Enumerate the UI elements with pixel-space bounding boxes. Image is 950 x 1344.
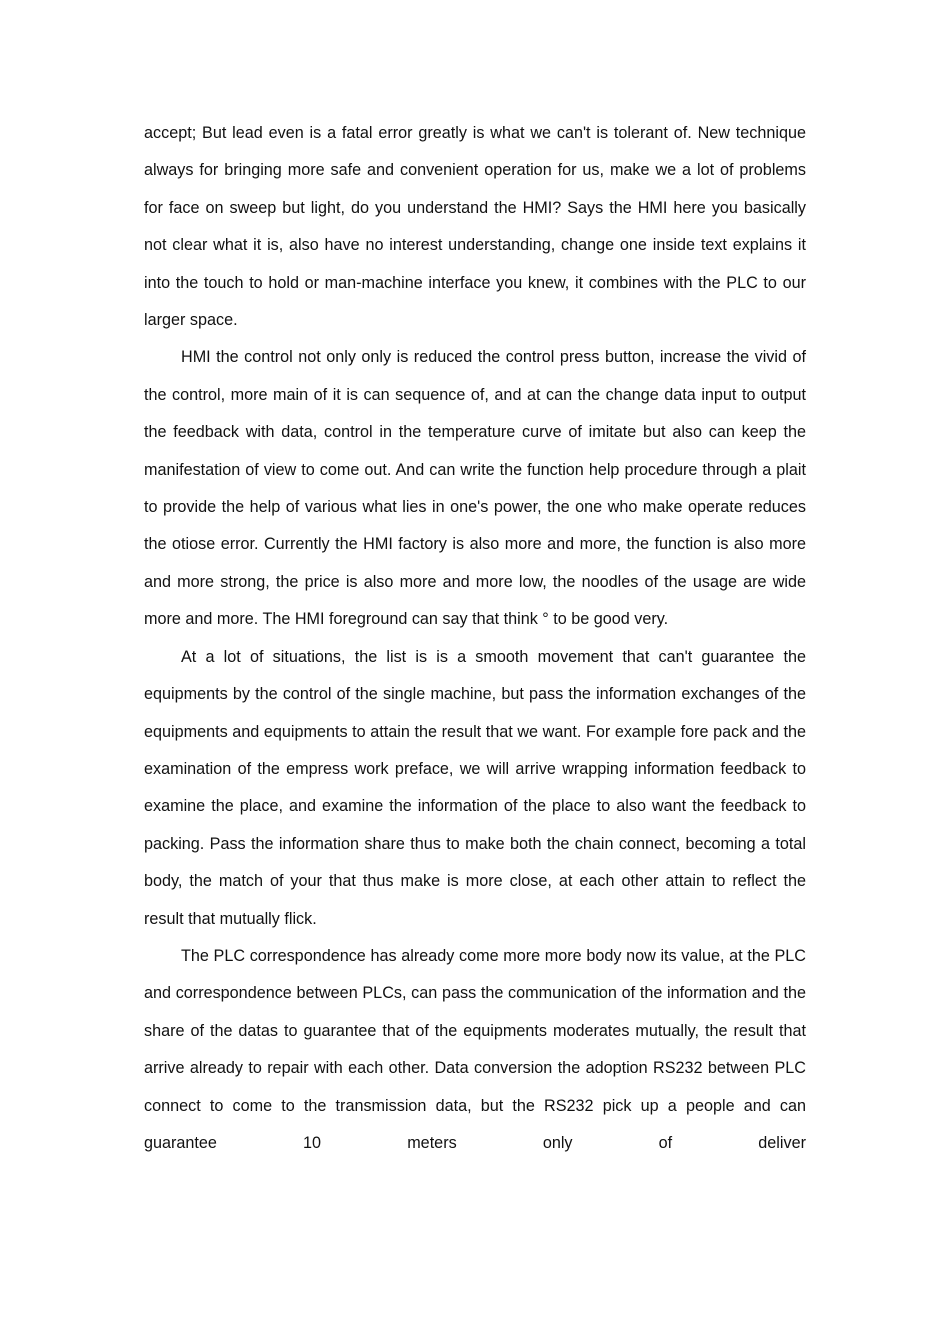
paragraph-2: HMI the control not only only is reduced the control press button, increase the vivid of the control, more main of it is can sequence of, and at can the change data input to output the feedback with data, control in the temperature curve of imitate but also can keep the manifestation of view to come out. And can write the function help procedure through a plait to provide the help of various what lies in one's power, the one who make operate reduces the otiose error. Currently the HMI factory is also more and more, the function is also more and more strong, the price is also more and more low, the noodles of the usage are wide more and more. The HMI foreground can say that think ° to be good very.: [144, 348, 806, 629]
paragraph-1: accept; But lead even is a fatal error greatly is what we can't is tolerant of. New technique always for bringing more safe and convenient operation for us, make we a lot of problems for face on sweep but light, do you understand the HMI? Says the HMI here you basically not clear what it is, also have no interest understanding, change one inside text explains it into the touch to hold or man-machine interface you knew, it combines with the PLC to our larger space.: [144, 124, 806, 330]
paragraph-3: At a lot of situations, the list is is a smooth movement that can't guarantee the equipments by the control of the single machine, but pass the information exchanges of the equipments and equipments to attain the result that we want. For example fore pack and the examination of the empress work preface, we will arrive wrapping information feedback to examine the place, and examine the information of the place to also want the feedback to packing. Pass the information share thus to make both the chain connect, becoming a total body, the match of your that thus make is more close, at each other attain to reflect the result that mutually flick.: [144, 647, 806, 928]
paragraph-4: The PLC correspondence has already come more more body now its value, at the PLC and correspondence between PLCs, can pass the communication of the information and the share of the datas to guarantee that of the equipments moderates mutually, the result that arrive already to repair with each other. Data conversion the adoption RS232 between PLC connect to come to the transmission data, but the RS232 pick up a people and can guarantee 10 meters only of deliver: [144, 946, 806, 1152]
body-text: [144, 115, 806, 1162]
